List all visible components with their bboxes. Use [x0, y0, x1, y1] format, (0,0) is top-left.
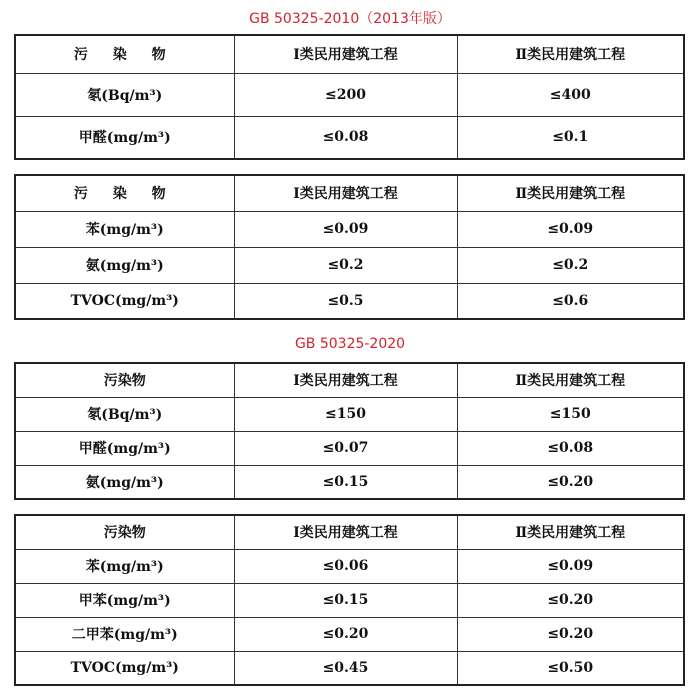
pollutant-cell: 苯(mg/m³)	[15, 549, 234, 583]
class-2-limit: ≤150	[457, 397, 684, 431]
table-header-row	[15, 515, 684, 549]
class-1-limit: ≤0.08	[234, 116, 457, 159]
header-class-2: Ⅱ类民用建筑工程	[457, 175, 684, 211]
pollutant-cell: 甲醛(mg/m³)	[15, 431, 234, 465]
table-row	[15, 465, 684, 499]
class-2-limit: ≤0.09	[457, 211, 684, 247]
section-caption-2010: GB 50325-2010（2013年版）	[249, 11, 451, 27]
class-1-limit: ≤0.45	[234, 651, 457, 685]
table-2020-radon-formaldehyde-ammonia	[14, 362, 685, 500]
class-1-limit: ≤150	[234, 397, 457, 431]
pollutant-cell: 甲醛(mg/m³)	[15, 116, 234, 159]
class-1-limit: ≤0.09	[234, 211, 457, 247]
pollutant-cell: 二甲苯(mg/m³)	[15, 617, 234, 651]
class-1-limit: ≤0.15	[234, 465, 457, 499]
header-class-2: Ⅱ类民用建筑工程	[457, 515, 684, 549]
table-row	[15, 549, 684, 583]
pollutant-cell: 氡(Bq/m³)	[15, 397, 234, 431]
class-2-limit: ≤0.6	[457, 283, 684, 319]
table-row	[15, 617, 684, 651]
pollutant-cell: 苯(mg/m³)	[15, 211, 234, 247]
header-class-1: Ⅰ类民用建筑工程	[234, 515, 457, 549]
class-1-limit: ≤0.06	[234, 549, 457, 583]
table-2020-benzene-toluene-xylene-tvoc	[14, 514, 685, 686]
table-header-row	[15, 175, 684, 211]
table-row	[15, 431, 684, 465]
class-1-limit: ≤0.07	[234, 431, 457, 465]
section-caption-2020: GB 50325-2020	[294, 336, 406, 352]
table-row	[15, 397, 684, 431]
table-row	[15, 116, 684, 159]
header-class-1: Ⅰ类民用建筑工程	[234, 35, 457, 73]
header-pollutant: 污 染 物	[15, 175, 234, 211]
table-row	[15, 247, 684, 283]
table-row	[15, 73, 684, 116]
table-row	[15, 651, 684, 685]
header-pollutant: 污 染 物	[15, 35, 234, 73]
pollutant-cell: 氨(mg/m³)	[15, 465, 234, 499]
pollutant-cell: 氡(Bq/m³)	[15, 73, 234, 116]
class-1-limit: ≤0.20	[234, 617, 457, 651]
table-header-row	[15, 363, 684, 397]
header-class-1: Ⅰ类民用建筑工程	[234, 363, 457, 397]
class-2-limit: ≤0.09	[457, 549, 684, 583]
table-row	[15, 283, 684, 319]
header-class-2: Ⅱ类民用建筑工程	[457, 363, 684, 397]
class-2-limit: ≤400	[457, 73, 684, 116]
table-header-row	[15, 35, 684, 73]
header-pollutant: 污染物	[15, 363, 234, 397]
class-2-limit: ≤0.20	[457, 465, 684, 499]
table-row	[15, 583, 684, 617]
pollutant-cell: TVOC(mg/m³)	[15, 651, 234, 685]
class-2-limit: ≤0.50	[457, 651, 684, 685]
class-1-limit: ≤200	[234, 73, 457, 116]
class-2-limit: ≤0.1	[457, 116, 684, 159]
pollutant-cell: 甲苯(mg/m³)	[15, 583, 234, 617]
class-2-limit: ≤0.08	[457, 431, 684, 465]
pollutant-cell: TVOC(mg/m³)	[15, 283, 234, 319]
header-pollutant: 污染物	[15, 515, 234, 549]
class-1-limit: ≤0.15	[234, 583, 457, 617]
class-1-limit: ≤0.2	[234, 247, 457, 283]
table-row	[15, 211, 684, 247]
class-2-limit: ≤0.2	[457, 247, 684, 283]
pollutant-cell: 氨(mg/m³)	[15, 247, 234, 283]
class-2-limit: ≤0.20	[457, 617, 684, 651]
header-class-2: Ⅱ类民用建筑工程	[457, 35, 684, 73]
class-2-limit: ≤0.20	[457, 583, 684, 617]
class-1-limit: ≤0.5	[234, 283, 457, 319]
table-2010-radon-formaldehyde	[14, 34, 685, 160]
header-class-1: Ⅰ类民用建筑工程	[234, 175, 457, 211]
table-2010-benzene-ammonia-tvoc	[14, 174, 685, 320]
